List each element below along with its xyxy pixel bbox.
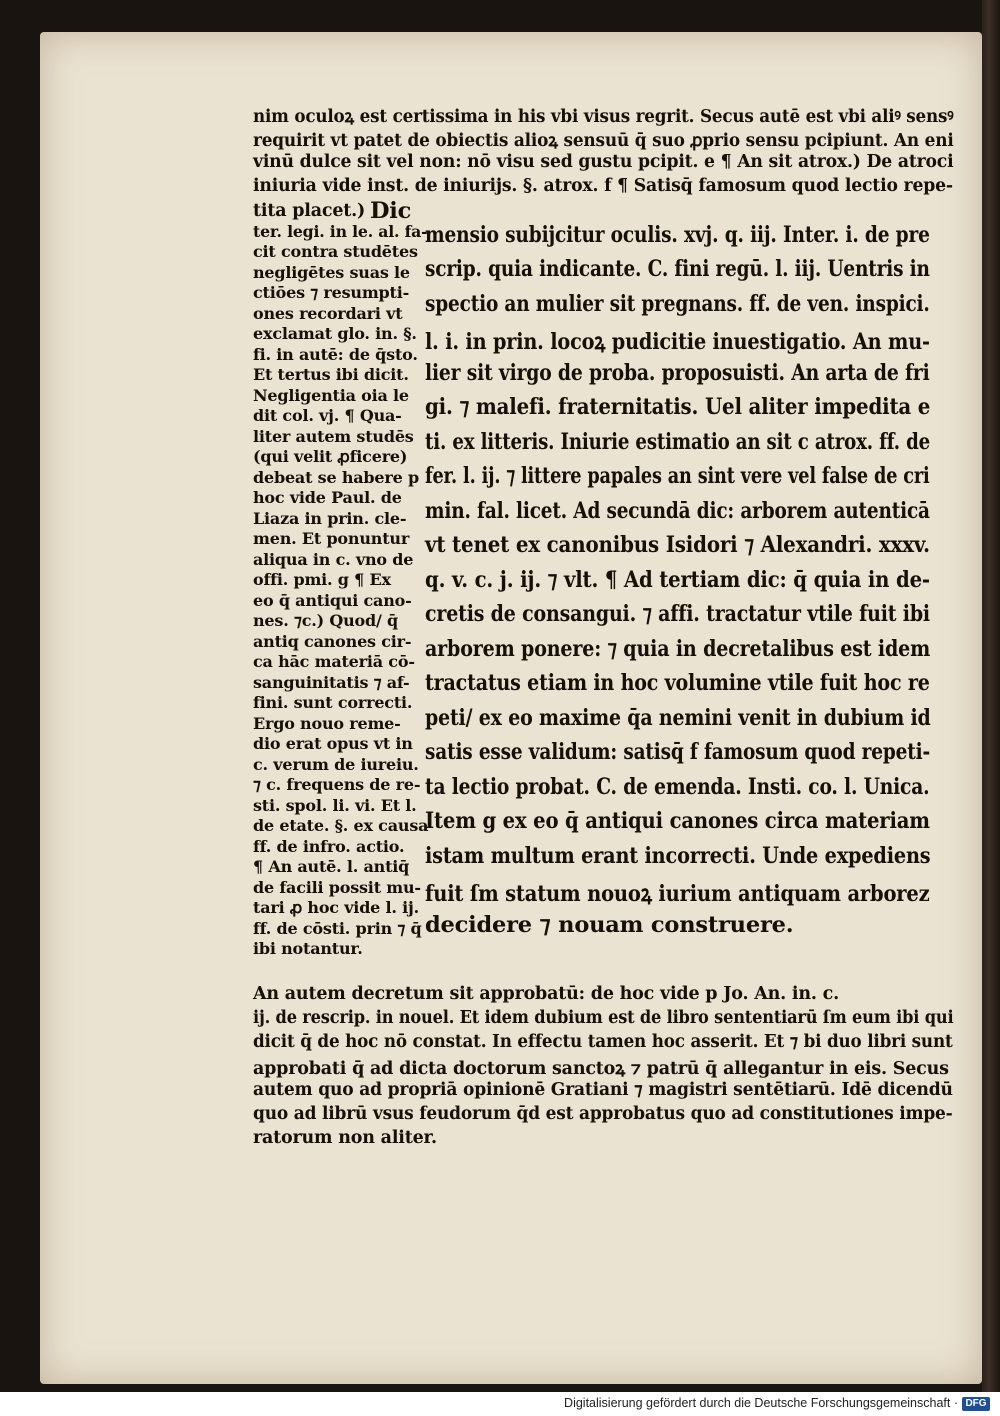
main-text-line: vt tenet ex canonibus Isidori ⁊ Alexandri. xxxv. [425,532,930,558]
text-line: dicit q̄ de hoc nō constat. In effectu tamen hoc asserit. Et ⁊ bi duo libri sunt [253,1032,953,1052]
gloss-line: dit col. vj. ¶ Qua- [253,406,402,425]
gloss-line: antiq canones cir- [253,632,412,651]
gloss-line: Liaza in prin. cle- [253,509,407,528]
gloss-line: ⁊ c. frequens de re- [253,775,421,794]
main-text-line: gi. ⁊ malefi. fraternitatis. Uel aliter impedita e [425,394,931,420]
main-text-line: scrip. quia indicante. C. fini regū. l. iij. Uentris in [425,256,930,282]
gloss-line: fi. in autē: de q̄sto. [253,345,418,364]
gloss-line: debeat se habere p [253,468,419,487]
book-page [40,32,982,1384]
gloss-line: ones recordari vt [253,304,403,323]
gloss-line: ibi notantur. [253,939,363,958]
gloss-line: sanguinitatis ⁊ af- [253,673,410,692]
main-text-line: arborem ponere: ⁊ quia in decretalibus est idem [425,636,931,662]
gloss-line: ter. legi. in le. al. fa- [253,222,428,241]
gloss-line: ff. de infro. actio. [253,837,405,856]
main-text-line: cretis de consangui. ⁊ affi. tractatur vtile fuit ibi [425,601,930,627]
text-line: vinū dulce sit vel non: nō visu sed gustu pcipit. e ¶ An sit atrox.) De atroci [253,152,954,172]
gloss-line: hoc vide Paul. de [253,488,402,507]
main-text-line: ta lectio probat. C. de emenda. Insti. co. l. Unica. [425,774,930,800]
text-line: An autem decretum sit approbatū: de hoc vide p Jo. An. in. c. [253,984,840,1004]
gloss-line: nes. ⁊c.) Quod/ q̄ [253,611,398,630]
main-text-line: spectio an mulier sit pregnans. ff. de ven. inspici. [425,291,930,317]
gloss-line: fini. sunt correcti. [253,693,413,712]
gloss-line: ¶ An autē. l. antiq̄ [253,857,410,876]
main-text-line: peti/ ex eo maxime q̄a nemini venit in dubium id [425,705,931,731]
main-text-line: fer. l. ij. ⁊ littere papales an sint vere vel false de cri [425,463,930,489]
gloss-line: c. verum de iureiu. [253,755,419,774]
main-text-line: q. v. c. j. ij. ⁊ vlt. ¶ Ad tertiam dic: q̄ quia in de- [425,567,930,593]
gloss-line: Negligentia oia le [253,386,409,405]
main-text-line: tractatus etiam in hoc volumine vtile fuit hoc re [425,670,930,696]
gloss-line: negligētes suas le [253,263,410,282]
text-line: iniuria vide inst. de iniurijs. §. atrox. f ¶ Satisq̄ famosum quod lectio repe- [253,176,953,196]
gloss-line: Et tertus ibi dicit. [253,365,409,384]
main-text-line: lier sit virgo de proba. proposuisti. An arta de fri [425,360,930,386]
text-line: approbati q̄ ad dicta doctorum sanctoꝝ ⁊ patrū q̄ allegantur in eis. Secus [253,1059,949,1079]
gloss-line: ctiōes ⁊ resumpti- [253,283,410,302]
book-edge [982,0,1000,1392]
main-text-line: ti. ex litteris. Iniurie estimatio an sit c atrox. ff. de [425,429,931,455]
main-text-line: istam multum erant incorrecti. Unde expediens [425,843,931,869]
main-text-line: Item g ex eo q̄ antiqui canones circa materiam [425,808,930,834]
main-text-line: l. i. in prin. locoꝝ pudicitie inuestigatio. An mu- [425,329,930,355]
text-line: autem quo ad propriā opinionē Gratiani ⁊ magistri sentētiarū. Idē dicendū [253,1080,953,1100]
gloss-line: liter autem studēs [253,427,414,446]
dfg-logo-icon: DFG [962,1397,990,1411]
gloss-line: dio erat opus vt in [253,734,413,753]
text-line: nim oculoꝝ est certissima in his vbi visus regrit. Secus autē est vbi aliꝰ sensꝰ [253,107,954,127]
gloss-line: de etate. §. ex causa [253,816,429,835]
gloss-line: tari ꝓ hoc vide l. ij. [253,898,419,917]
main-text-line: Dic [370,198,412,224]
gloss-line: exclamat glo. in. §. [253,324,417,343]
main-text-line: mensio subijcitur oculis. xvj. q. iij. Inter. i. de pre [425,222,930,248]
gloss-line: ff. de cōsti. prin ⁊ q̄ [253,919,422,938]
text-line: ratorum non aliter. [253,1128,437,1148]
main-text-line: min. fal. licet. Ad secundā dic: arborem autenticā [425,498,930,524]
gloss-line: men. Et ponuntur [253,529,410,548]
main-text-line: fuit ſm statum nouoꝝ iurium antiquam arborez [425,881,930,907]
gloss-line: ca hāc materiā cō- [253,652,415,671]
footer-bar [0,1392,1000,1416]
text-line: requirit vt patet de obiectis alioꝝ sensuū q̄ suo ꝓprio sensu pcipiunt. An eni [253,131,954,151]
text-line: tita placet.) [253,201,366,221]
gloss-line: Ergo nouo reme- [253,714,401,733]
main-text-line: satis esse validum: satisq̄ f famosum quod repeti- [425,739,930,765]
gloss-line: aliqua in c. vno de [253,550,414,569]
gloss-line: cit contra studētes [253,242,418,261]
text-line: quo ad librū vsus feudorum q̄d est approbatus quo ad constitutiones impe- [253,1104,953,1124]
gloss-line: eo q̄ antiqui cano- [253,591,412,610]
gloss-line: offi. pmi. g ¶ Ex [253,570,391,589]
gloss-line: (qui velit ꝓficere) [253,447,408,466]
gloss-line: sti. spol. li. vi. Et l. [253,796,417,815]
funding-credit: Digitalisierung gefördert durch die Deutsche Forschungsgemeinschaft · [564,1396,958,1410]
main-text-line: decidere ⁊ nouam construere. [425,912,794,938]
gloss-line: de facili possit mu- [253,878,421,897]
text-line: ij. de rescrip. in nouel. Et idem dubium est de libro sententiarū ſm eum ibi qui [253,1008,954,1028]
